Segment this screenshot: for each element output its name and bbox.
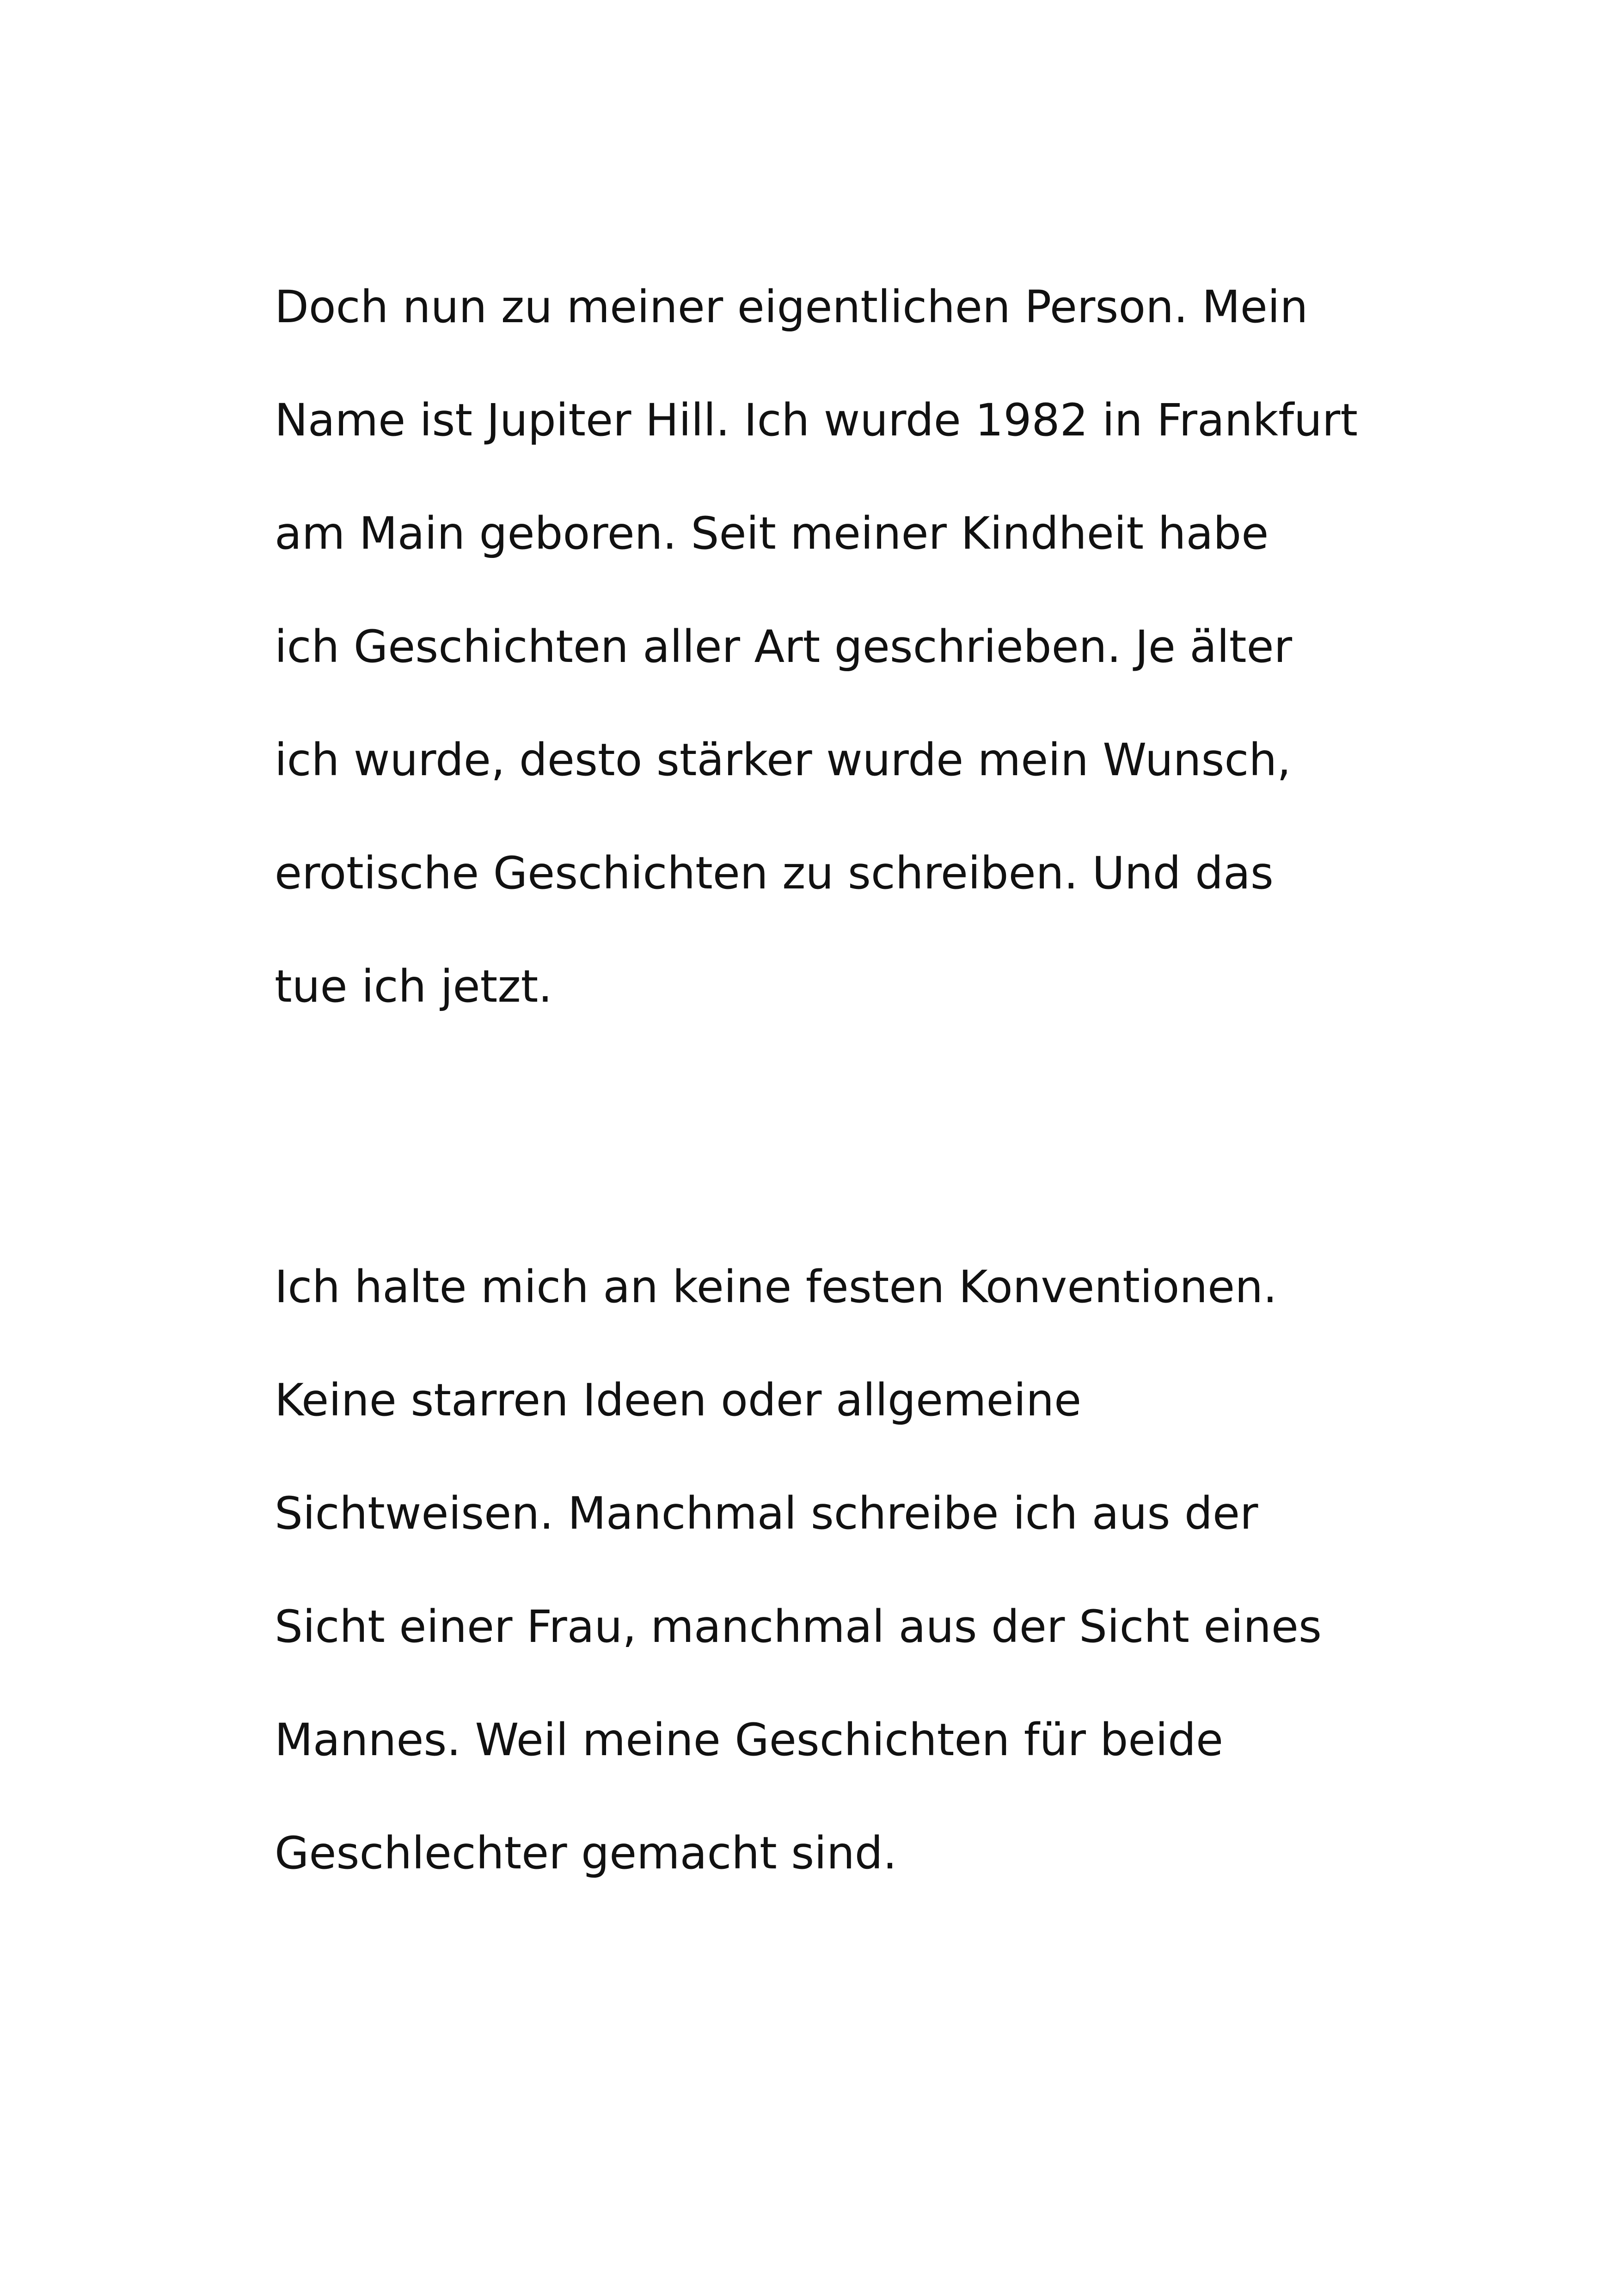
paragraph-1 [275,281,1430,1074]
paragraph-line: Doch nun zu meiner eigentlichen Person. Mein [275,281,1308,333]
paragraph-line: Mannes. Weil meine Geschichten für beide [275,1714,1224,1766]
paragraph-line: tue ich jetzt. [275,961,552,1012]
paragraph-line: Ich halte mich an keine festen Konventionen. [275,1261,1277,1313]
paragraph-line: ich Geschichten aller Art geschrieben. Je älter [275,621,1293,673]
paragraph-line: erotische Geschichten zu schreiben. Und das [275,847,1274,899]
paragraph-line: Sichtweisen. Manchmal schreibe ich aus der [275,1488,1258,1539]
paragraph-2 [275,1261,1430,1941]
paragraph-line: Keine starren Ideen oder allgemeine [275,1374,1082,1426]
paragraph-line: am Main geboren. Seit meiner Kindheit habe [275,508,1269,559]
paragraph-line: Sicht einer Frau, manchmal aus der Sicht eines [275,1601,1322,1653]
paragraph-line: Geschlechter gemacht sind. [275,1827,897,1879]
paragraph-line: Name ist Jupiter Hill. Ich wurde 1982 in Frankfurt [275,394,1358,446]
paragraph-line: ich wurde, desto stärker wurde mein Wunsch, [275,734,1291,786]
